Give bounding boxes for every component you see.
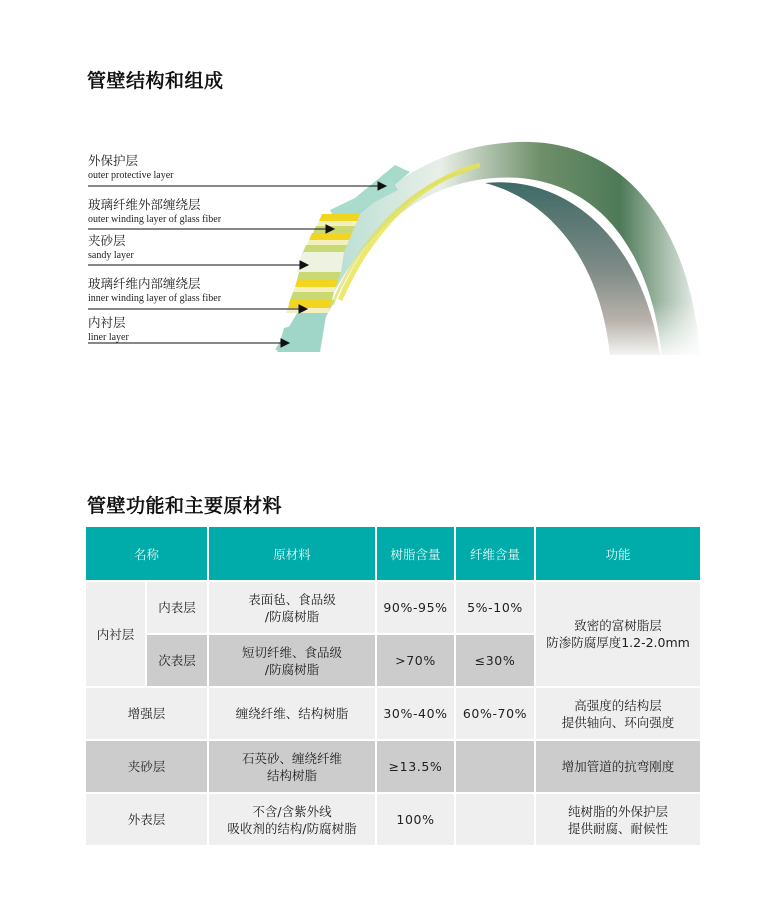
- table-row: [86, 582, 700, 633]
- header-resin: 树脂含量: [377, 527, 454, 580]
- fiber-cell: 60%-70%: [456, 688, 534, 739]
- material-cell: 不含/含紫外线 吸收剂的结构/防腐树脂: [209, 794, 375, 845]
- group-cell: 内衬层: [86, 582, 145, 686]
- resin-cell: 30%-40%: [377, 688, 454, 739]
- resin-cell: 100%: [377, 794, 454, 845]
- function-cell: 致密的富树脂层 防渗防腐厚度1.2-2.0mm: [536, 582, 700, 686]
- name-cell: 内表层: [147, 582, 207, 633]
- name-cell: 增强层: [86, 688, 207, 739]
- table-row: [86, 688, 700, 739]
- layer-label-inner-winding: 玻璃纤维内部缠绕层 inner winding layer of glass fiber: [88, 276, 222, 304]
- materials-table: [84, 525, 702, 847]
- material-cell: 表面毡、食品级 /防腐树脂: [209, 582, 375, 633]
- section-title-function-materials: 管壁功能和主要原材料: [87, 495, 283, 517]
- header-material: 原材料: [209, 527, 375, 580]
- section-title-structure: 管壁结构和组成: [87, 70, 224, 92]
- fiber-cell: 5%-10%: [456, 582, 534, 633]
- header-name: 名称: [86, 527, 207, 580]
- resin-cell: 90%-95%: [377, 582, 454, 633]
- layer-label-outer-winding: 玻璃纤维外部缠绕层 outer winding layer of glass fiber: [88, 197, 222, 225]
- header-function: 功能: [536, 527, 700, 580]
- table-row: [86, 741, 700, 792]
- fiber-cell: ≤30%: [456, 635, 534, 686]
- function-cell: 高强度的结构层 提供轴向、环向强度: [536, 688, 700, 739]
- resin-cell: >70%: [377, 635, 454, 686]
- name-cell: 次表层: [147, 635, 207, 686]
- header-fiber: 纤维含量: [456, 527, 534, 580]
- layer-label-sandy: 夹砂层 sandy layer: [88, 233, 134, 261]
- fiber-cell: [456, 741, 534, 792]
- table-header-row: [86, 527, 700, 580]
- resin-cell: ≥13.5%: [377, 741, 454, 792]
- material-cell: 石英砂、缠绕纤维 结构树脂: [209, 741, 375, 792]
- name-cell: 夹砂层: [86, 741, 207, 792]
- name-cell: 外表层: [86, 794, 207, 845]
- layer-label-liner: 内衬层 liner layer: [88, 315, 129, 343]
- function-cell: 纯树脂的外保护层 提供耐腐、耐候性: [536, 794, 700, 845]
- layer-label-outer-protective: 外保护层 outer protective layer: [88, 153, 174, 181]
- material-cell: 短切纤维、食品级 /防腐树脂: [209, 635, 375, 686]
- pipe-wall-diagram: [0, 120, 778, 380]
- material-cell: 缠绕纤维、结构树脂: [209, 688, 375, 739]
- fiber-cell: [456, 794, 534, 845]
- table-row: [86, 794, 700, 845]
- function-cell: 增加管道的抗弯刚度: [536, 741, 700, 792]
